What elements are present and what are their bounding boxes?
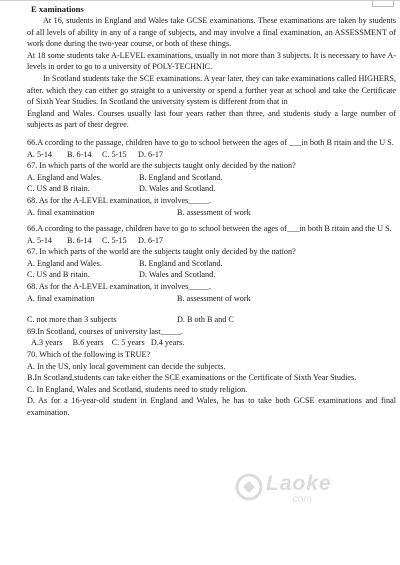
option: D. Wales and Scotland. [139, 184, 216, 194]
option: A. 5-14 [27, 235, 53, 245]
question-67-repeat-options-row-1 [27, 258, 396, 270]
question-70-option-a: A. In the US, only local government can decide the subjects. [27, 361, 226, 371]
question-70-option-b: B.In Scotland,students can take either the SCE examinations or the Certificate of Sixth Year Studies. [27, 373, 357, 383]
option: A. England and Wales. [27, 172, 102, 182]
option: A. England and Wales. [27, 258, 102, 268]
question-67-repeat: 67. In which parts of the world are the subjects taught only decided by the nation? [27, 247, 296, 257]
question-67-options-row-2 [27, 183, 396, 195]
question-68-more-options [27, 314, 396, 326]
question-68-options [27, 207, 396, 219]
passage-paragraph-3: In Scotland students take the SCE examinations. A year later, they can take examinations called HIGHERS, after. which they can either go straight to a university or spend a further year at school and take the Certificate of Sixth Year Studies. In Scotland the university system is different from that in [27, 73, 396, 107]
question-70-option-c: C. In England, Wales and Scotland, students need to study religion. [27, 384, 248, 394]
option: B. England and Scotland. [139, 172, 223, 182]
option: B. 6-14 [67, 235, 92, 245]
watermark-text: Laoke [266, 472, 332, 495]
option: D. Wales and Scotland. [139, 270, 216, 280]
option: A. final examination [27, 293, 95, 303]
option: A. 5-14 [27, 149, 53, 159]
question-70-option-d: D. As for a 16-year-old student in England and Wales, he has to take both GCSE examinations and final examination. [27, 396, 396, 417]
question-66-options [27, 149, 396, 161]
option: C. 5-15 [102, 235, 127, 245]
option: B. assessment of work [177, 207, 251, 217]
question-67: 67. In which parts of the world are the subjects taught only decided by the nation? [27, 161, 296, 171]
question-69-options: A.3 years B.6 years C. 5 years D.4 years. [31, 338, 185, 348]
question-70: 70. Which of the following is TRUE? [27, 350, 151, 360]
passage-paragraph-2: At 18 some students take A-LEVEL examinations, usually in not more than 3 subjects. It is necessary to have A-levels in order to go to a university of POLY-TECHNIC. [27, 50, 396, 72]
passage-paragraph-4: England and Wales. Courses usually last four years rather than three, and students study a large number of subjects as part of their degree. [27, 108, 396, 130]
document-content [27, 3, 396, 419]
passage-paragraph-1: At 16, students in England and Wales take GCSE examinations. These examinations are taken by students of all levels of ability in any of a range of subjects, and may involve a final examination, an ASSESSMENT of work done during the two-year course, or both of these things. [27, 16, 396, 49]
watermark-logo-icon [234, 472, 264, 502]
question-68-repeat: 68. As for the A-LEVEL examination, it involves_____. [27, 282, 211, 292]
option: C. US and B ritain. [27, 270, 90, 280]
option: D. 6-17 [138, 235, 164, 245]
question-66-repeat-options [27, 235, 396, 247]
option: C. not more than 3 subjects [27, 315, 117, 325]
option: D. B oth B and C [177, 315, 234, 325]
question-67-options-row-1 [27, 172, 396, 184]
question-66: 66.A ccording to the passage, children have to go to school between the ages of ___in both B ritain and the U S. [27, 137, 394, 147]
watermark-subtext: .com [290, 494, 312, 505]
option: B. assessment of work [177, 293, 251, 303]
document-title: E xaminations [31, 4, 84, 14]
option: C. US and B ritain. [27, 184, 90, 194]
question-66-repeat: 66.A ccording to the passage, children have to go to school between the ages of___in both B ritain and the U S. [27, 224, 392, 234]
question-69: 69.In Scotland, courses of university last_____. [27, 326, 183, 336]
question-68-repeat-options [27, 293, 396, 305]
question-67-repeat-options-row-2 [27, 269, 396, 281]
option: A. final examination [27, 207, 95, 217]
question-68: 68. As for the A-LEVEL examination, it involves_____. [27, 195, 211, 205]
option: D. 6-17 [138, 149, 164, 159]
watermark [232, 470, 362, 510]
option: C. 5-15 [102, 149, 127, 159]
option: B. England and Scotland. [139, 258, 223, 268]
option: B. 6-14 [67, 149, 92, 159]
top-border [0, 0, 400, 1]
